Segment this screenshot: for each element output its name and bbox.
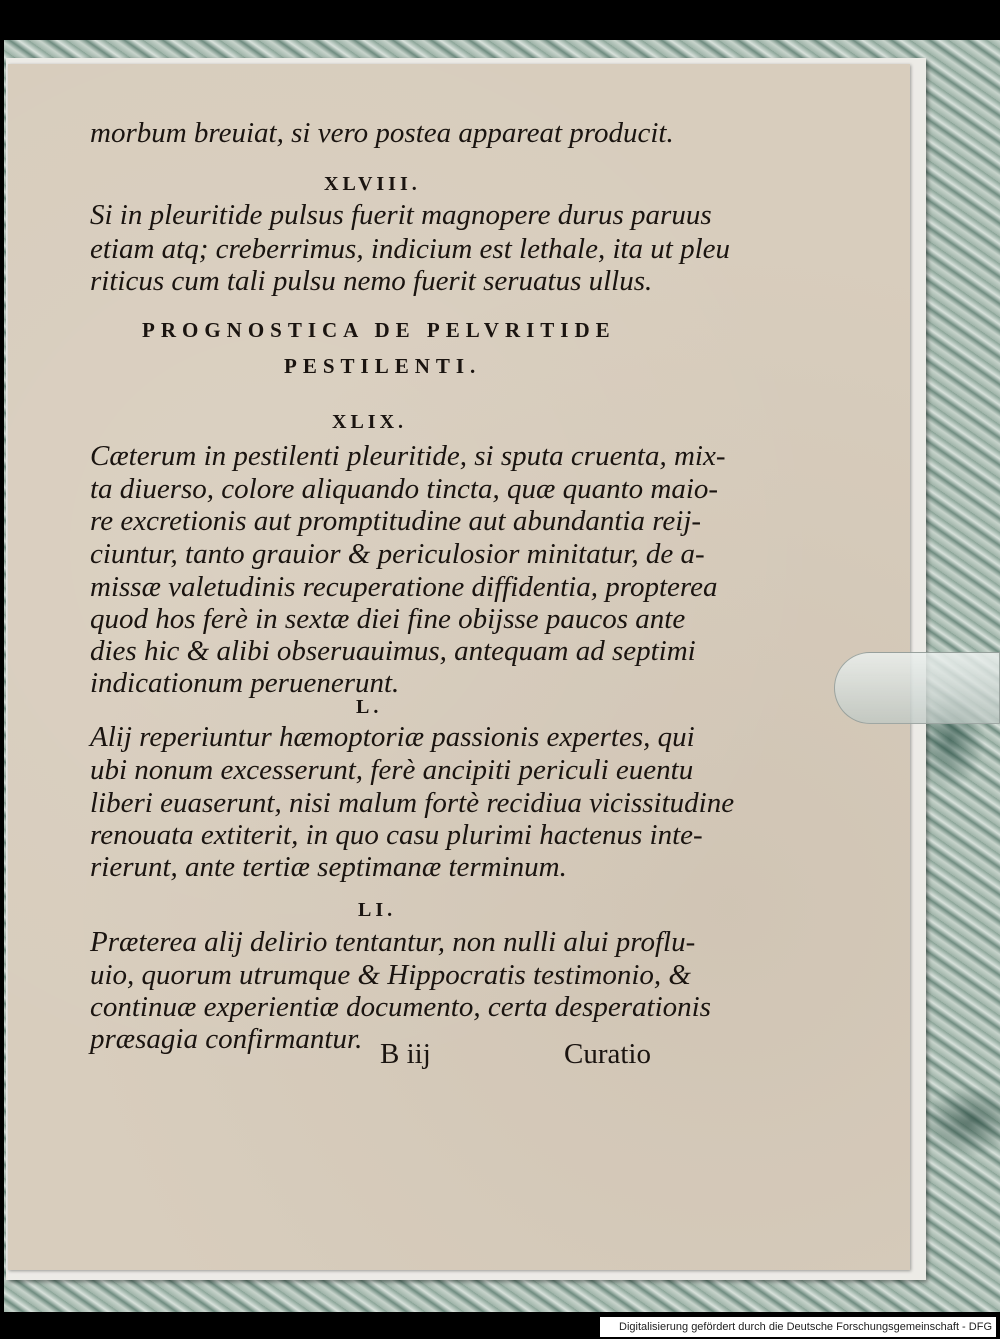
section-numeral-xlviii: XLVIII.: [324, 173, 421, 195]
funding-footer: Digitalisierung gefördert durch die Deutsche Forschungsgemeinschaft - DFG: [600, 1317, 996, 1337]
printed-page: [8, 64, 910, 1270]
text-line: riticus cum tali pulsu nemo fuerit seruatus ullus.: [90, 265, 653, 297]
text-line: morbum breuiat, si vero postea appareat producit.: [90, 117, 674, 149]
text-line: liberi euaserunt, nisi malum fortè recidiua vicissitudine: [90, 787, 735, 819]
section-numeral-l: L.: [356, 696, 383, 718]
text-line: re excretionis aut promptitudine aut abundantia reij-: [90, 505, 702, 537]
text-line: indicationum peruenerunt.: [90, 667, 400, 699]
text-line: quod hos ferè in sextæ diei fine obijsse paucos ante: [90, 603, 686, 635]
text-line: ubi nonum excesserunt, ferè ancipiti periculi euentu: [90, 754, 694, 786]
section-numeral-li: LI.: [358, 899, 397, 921]
text-line: Alij reperiuntur hæmoptoriæ passionis expertes, qui: [90, 721, 695, 753]
text-line: præsagia confirmantur.: [90, 1023, 363, 1055]
text-line: ta diuerso, colore aliquando tincta, quæ quanto maio-: [90, 473, 719, 505]
text-line: Præterea alij delirio tentantur, non nulli alui proflu-: [90, 926, 696, 958]
text-line: Si in pleuritide pulsus fuerit magnopere durus paruus: [90, 199, 712, 231]
text-line: dies hic & alibi obseruauimus, antequam ad septimi: [90, 635, 696, 667]
text-line: etiam atq; creberrimus, indicium est lethale, ita ut pleu: [90, 233, 731, 265]
text-line: uio, quorum utrumque & Hippocratis testimonio, &: [90, 959, 691, 991]
section-numeral-xlix: XLIX.: [332, 411, 408, 433]
text-line: continuæ experientiæ documento, certa desperationis: [90, 991, 711, 1023]
text-line: renouata extiterit, in quo casu plurimi hactenus inte-: [90, 819, 703, 851]
text-line: ciuntur, tanto grauior & periculosior minitatur, de a-: [90, 538, 705, 570]
text-line: rierunt, ante tertiæ septimanæ terminum.: [90, 851, 567, 883]
catchword: Curatio: [564, 1038, 651, 1070]
text-line: missæ valetudinis recuperatione diffidentia, propterea: [90, 571, 718, 603]
page-clip: [834, 652, 1000, 724]
section-heading: PESTILENTI.: [284, 354, 482, 378]
text-line: Cæterum in pestilenti pleuritide, si sputa cruenta, mix-: [90, 440, 726, 472]
signature-mark: B iij: [380, 1038, 431, 1070]
section-heading: PROGNOSTICA DE PELVRITIDE: [142, 318, 616, 342]
